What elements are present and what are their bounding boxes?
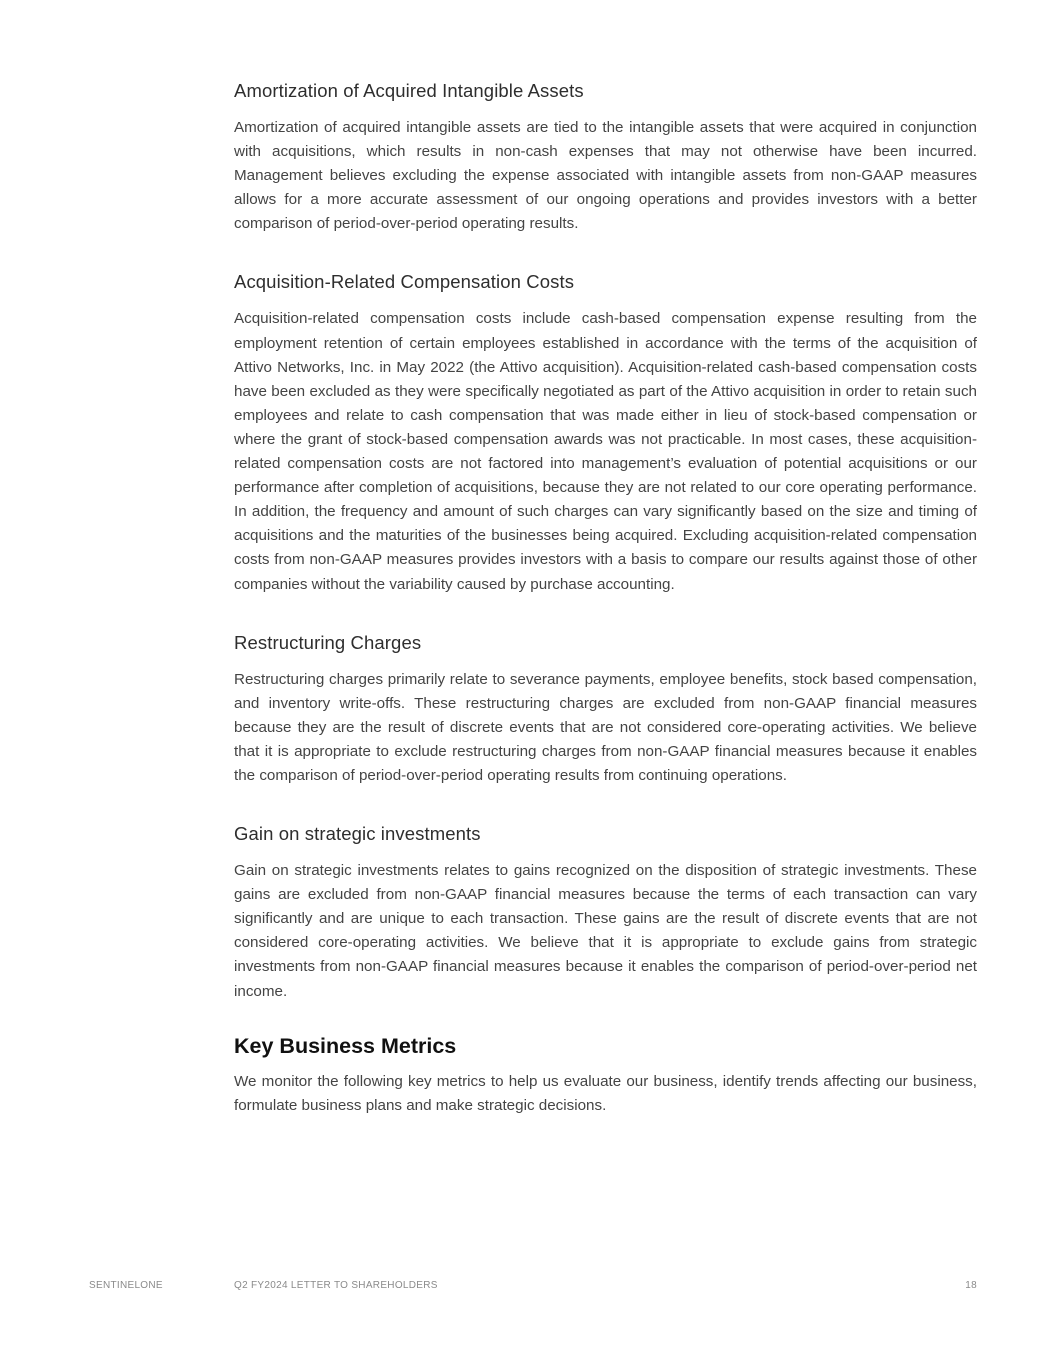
section-paragraph: Acquisition-related compensation costs include cash-based compensation expense resulting from the employment retention of certain employees established in accordance with the terms of the acquisition of Attivo Networks, Inc. in May 2022 (the Attivo acquisition). Acquisition-related cash-based compensation costs have been excluded as they were specifically negotiated as part of the Attivo acquisition in order to retain such employees and relate to cash compensation that was made either in lieu of stock-based compensation or where the grant of stock-based compensation awards was not practicable. In most cases, these acquisition-related compensation costs are not factored into management’s evaluation of potential acquisitions or our performance after completion of acquisitions, because they are not related to our core operating performance. In addition, the frequency and amount of such charges can vary significantly based on the size and timing of acquisitions and the maturities of the businesses being acquired. Excluding acquisition-related compensation costs from non-GAAP measures provides investors with a basis to compare our results against those of other companies without the variability caused by purchase accounting. <box>234 310 977 593</box>
document-body <box>234 78 977 1151</box>
section-paragraph: Amortization of acquired intangible assets are tied to the intangible assets that were acquired in conjunction with acquisitions, which results in non-cash expenses that may not otherwise have been incurred. Management believes excluding the expense associated with intangible assets from non-GAAP measures allows for a more accurate assessment of our ongoing operations and provides investors with a better comparison of period-over-period operating results. <box>234 119 977 233</box>
section-title: Gain on strategic investments <box>234 823 481 845</box>
section-key-business-metrics <box>234 1032 977 1118</box>
footer-company: SENTINELONE <box>89 1280 163 1291</box>
footer-page-number: 18 <box>965 1280 977 1291</box>
section-paragraph: Restructuring charges primarily relate to severance payments, employee benefits, stock based compensation, and inventory write-offs. These restructuring charges are excluded from non-GAAP financial measures because they are the result of discrete events that are not considered core-operating activities. We believe that it is appropriate to exclude restructuring charges from non-GAAP financial measures because it enables the comparison of period-over-period operating results from continuing operations. <box>234 670 977 784</box>
key-metrics-heading: Key Business Metrics <box>234 1033 457 1058</box>
section-title: Restructuring Charges <box>234 631 422 653</box>
section-strategic-investments <box>234 821 977 1004</box>
section-acquisition-compensation <box>234 269 977 596</box>
section-title: Acquisition-Related Compensation Costs <box>234 271 575 293</box>
section-paragraph: Gain on strategic investments relates to gains recognized on the disposition of strategic investments. These gains are excluded from non-GAAP financial measures because the terms of each transaction can vary significantly and are unique to each transaction. These gains are the result of discrete events that are not considered core-operating activities. We believe that it is appropriate to exclude gains from strategic investments from non-GAAP financial measures because it enables the comparison of period-over-period net income. <box>234 862 977 1000</box>
section-restructuring <box>234 630 977 788</box>
section-amortization <box>234 78 977 236</box>
footer-document-title: Q2 FY2024 LETTER TO SHAREHOLDERS <box>234 1280 438 1291</box>
section-title: Amortization of Acquired Intangible Assets <box>234 80 584 101</box>
key-metrics-paragraph: We monitor the following key metrics to help us evaluate our business, identify trends affecting our business, formulate business plans and make strategic decisions. <box>234 1072 977 1114</box>
